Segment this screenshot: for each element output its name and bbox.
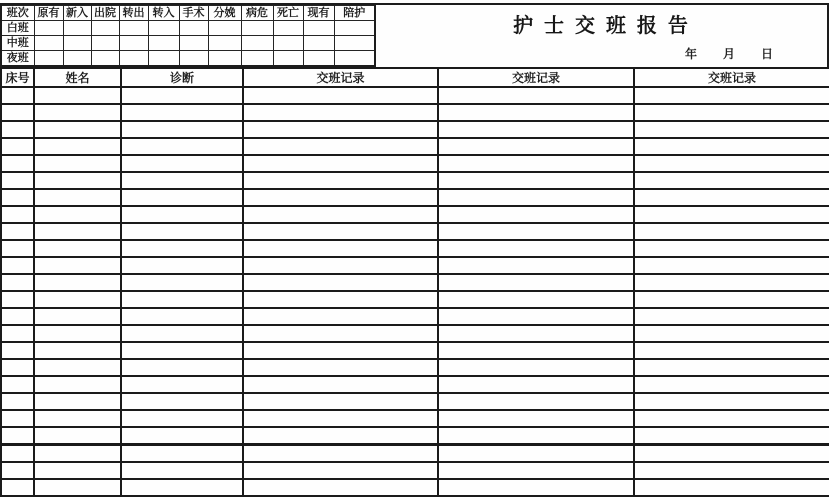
shift-record-cell	[634, 359, 829, 376]
table-row	[1, 376, 829, 393]
shift-record-cell	[634, 376, 829, 393]
year-label: 年	[684, 47, 697, 61]
bed-number-cell	[1, 104, 34, 121]
diagnosis-cell	[121, 410, 243, 427]
patient-name-cell	[34, 376, 121, 393]
shift-record-cell	[634, 121, 829, 138]
diagnosis-cell	[121, 104, 243, 121]
bed-number-cell	[1, 223, 34, 240]
shift-record-cell	[243, 223, 438, 240]
table-row	[1, 359, 829, 376]
table-row	[1, 206, 829, 223]
stats-col-death: 死亡	[273, 6, 303, 21]
table-row	[1, 308, 829, 325]
stats-cell	[63, 35, 91, 50]
shift-record-cell	[243, 393, 438, 410]
bed-number-cell	[1, 87, 34, 104]
shift-record-cell	[438, 342, 634, 359]
top-section	[0, 3, 829, 67]
patient-name-cell	[34, 257, 121, 274]
shift-record-cell	[243, 479, 438, 496]
stats-cell	[148, 35, 179, 50]
patient-name-cell	[34, 223, 121, 240]
bed-number-cell	[1, 206, 34, 223]
shift-record-cell	[243, 87, 438, 104]
shift-record-cell	[243, 189, 438, 206]
shift-record-cell	[243, 342, 438, 359]
shift-record-cell	[243, 462, 438, 479]
diagnosis-cell	[121, 240, 243, 257]
bed-number-cell	[1, 308, 34, 325]
shift-record-cell	[634, 445, 829, 463]
shift-record-cell	[243, 155, 438, 172]
bed-number-cell	[1, 189, 34, 206]
shift-record-cell	[634, 240, 829, 257]
bed-number-cell	[1, 427, 34, 445]
shift-record-cell	[438, 189, 634, 206]
table-row	[1, 427, 829, 445]
shift-record-cell	[243, 257, 438, 274]
stats-row-middle-shift	[1, 35, 375, 50]
diagnosis-cell	[121, 121, 243, 138]
shift-record-cell	[243, 206, 438, 223]
shift-record-cell	[438, 325, 634, 342]
diagnosis-cell	[121, 274, 243, 291]
stats-col-caregiver: 陪护	[334, 6, 375, 21]
stats-col-original: 原有	[34, 6, 63, 21]
stats-cell	[208, 35, 241, 50]
stats-cell	[273, 20, 303, 35]
stats-cell	[208, 50, 241, 66]
diagnosis-cell	[121, 325, 243, 342]
shift-record-cell	[634, 325, 829, 342]
stats-cell	[34, 20, 63, 35]
shift-record-cell	[438, 257, 634, 274]
bed-number-cell	[1, 479, 34, 496]
shift-record-cell	[634, 342, 829, 359]
patient-name-cell	[34, 189, 121, 206]
table-row	[1, 393, 829, 410]
table-row	[1, 104, 829, 121]
col-shift-record-1: 交班记录	[243, 68, 438, 87]
stats-col-critical: 病危	[241, 6, 273, 21]
stats-cell	[334, 20, 375, 35]
stats-cell	[119, 20, 148, 35]
stats-col-transfer-out: 转出	[119, 6, 148, 21]
day-label: 日	[760, 47, 773, 61]
table-row	[1, 87, 829, 104]
stats-cell	[273, 35, 303, 50]
diagnosis-cell	[121, 445, 243, 463]
bed-number-cell	[1, 445, 34, 463]
table-row	[1, 325, 829, 342]
stats-cell	[179, 50, 208, 66]
bed-number-cell	[1, 359, 34, 376]
shift-record-cell	[243, 121, 438, 138]
bed-number-cell	[1, 155, 34, 172]
diagnosis-cell	[121, 172, 243, 189]
shift-record-cell	[438, 223, 634, 240]
shift-record-cell	[438, 479, 634, 496]
shift-record-cell	[438, 393, 634, 410]
patient-name-cell	[34, 359, 121, 376]
shift-record-cell	[634, 410, 829, 427]
stats-col-current: 现有	[303, 6, 334, 21]
shift-record-cell	[438, 291, 634, 308]
diagnosis-cell	[121, 308, 243, 325]
stats-cell	[63, 50, 91, 66]
table-row	[1, 274, 829, 291]
shift-record-cell	[438, 240, 634, 257]
stats-cell	[273, 50, 303, 66]
shift-record-cell	[438, 410, 634, 427]
stats-cell	[303, 20, 334, 35]
shift-record-cell	[243, 138, 438, 155]
shift-record-cell	[438, 359, 634, 376]
shift-record-cell	[634, 274, 829, 291]
shift-record-cell	[438, 87, 634, 104]
table-row	[1, 172, 829, 189]
stats-col-shift: 班次	[1, 6, 34, 21]
shift-record-cell	[634, 172, 829, 189]
shift-record-cell	[438, 308, 634, 325]
stats-cell	[91, 35, 119, 50]
stats-cell	[241, 50, 273, 66]
diagnosis-cell	[121, 87, 243, 104]
table-row	[1, 121, 829, 138]
shift-record-cell	[438, 206, 634, 223]
bed-number-cell	[1, 342, 34, 359]
shift-record-cell	[243, 445, 438, 463]
shift-record-cell	[634, 189, 829, 206]
shift-record-cell	[634, 479, 829, 496]
shift-record-cell	[243, 427, 438, 445]
diagnosis-cell	[121, 479, 243, 496]
diagnosis-cell	[121, 138, 243, 155]
shift-record-cell	[634, 206, 829, 223]
stats-cell	[34, 35, 63, 50]
patient-name-cell	[34, 291, 121, 308]
patient-name-cell	[34, 393, 121, 410]
title-area	[376, 5, 827, 67]
diagnosis-cell	[121, 393, 243, 410]
table-row	[1, 291, 829, 308]
stats-col-surgery: 手术	[179, 6, 208, 21]
shift-record-cell	[438, 138, 634, 155]
patient-name-cell	[34, 479, 121, 496]
table-row	[1, 479, 829, 496]
shift-stats-table	[0, 5, 376, 67]
table-row	[1, 462, 829, 479]
shift-record-cell	[634, 138, 829, 155]
bed-number-cell	[1, 325, 34, 342]
shift-record-cell	[243, 274, 438, 291]
bed-number-cell	[1, 121, 34, 138]
shift-record-cell	[243, 104, 438, 121]
bed-number-cell	[1, 462, 34, 479]
diagnosis-cell	[121, 427, 243, 445]
patient-name-cell	[34, 155, 121, 172]
patient-name-cell	[34, 410, 121, 427]
main-header-row	[1, 68, 829, 87]
diagnosis-cell	[121, 257, 243, 274]
shift-record-cell	[243, 376, 438, 393]
shift-record-cell	[438, 376, 634, 393]
shift-record-cell	[438, 172, 634, 189]
shift-record-cell	[438, 274, 634, 291]
table-row	[1, 240, 829, 257]
stats-header-row	[1, 6, 375, 21]
patient-name-cell	[34, 87, 121, 104]
table-row	[1, 223, 829, 240]
table-row	[1, 155, 829, 172]
diagnosis-cell	[121, 189, 243, 206]
patient-name-cell	[34, 104, 121, 121]
diagnosis-cell	[121, 462, 243, 479]
bed-number-cell	[1, 274, 34, 291]
table-row	[1, 410, 829, 427]
shift-record-cell	[243, 172, 438, 189]
col-bed-number: 床号	[1, 68, 34, 87]
table-row	[1, 257, 829, 274]
stats-row-label: 夜班	[1, 50, 34, 66]
col-diagnosis: 诊断	[121, 68, 243, 87]
shift-record-cell	[634, 155, 829, 172]
patient-name-cell	[34, 308, 121, 325]
stats-cell	[241, 20, 273, 35]
diagnosis-cell	[121, 359, 243, 376]
stats-col-transfer-in: 转入	[148, 6, 179, 21]
shift-record-cell	[634, 104, 829, 121]
diagnosis-cell	[121, 155, 243, 172]
patient-name-cell	[34, 172, 121, 189]
col-shift-record-3: 交班记录	[634, 68, 829, 87]
date-line	[685, 45, 773, 62]
bed-number-cell	[1, 393, 34, 410]
shift-record-cell	[634, 462, 829, 479]
stats-row-night-shift	[1, 50, 375, 66]
stats-cell	[119, 50, 148, 66]
bed-number-cell	[1, 257, 34, 274]
shift-record-cell	[634, 87, 829, 104]
stats-cell	[334, 50, 375, 66]
shift-record-cell	[243, 325, 438, 342]
patient-name-cell	[34, 206, 121, 223]
stats-cell	[91, 50, 119, 66]
stats-cell	[63, 20, 91, 35]
page-title: 护 士 交 班 报 告	[513, 13, 690, 37]
stats-cell	[34, 50, 63, 66]
shift-record-cell	[243, 308, 438, 325]
shift-record-cell	[634, 257, 829, 274]
shift-record-cell	[634, 393, 829, 410]
stats-col-discharged: 出院	[91, 6, 119, 21]
stats-row-day-shift	[1, 20, 375, 35]
stats-cell	[303, 50, 334, 66]
patient-name-cell	[34, 274, 121, 291]
stats-cell	[91, 20, 119, 35]
table-row	[1, 138, 829, 155]
shift-record-cell	[634, 291, 829, 308]
shift-record-cell	[438, 427, 634, 445]
shift-record-cell	[438, 104, 634, 121]
table-row	[1, 342, 829, 359]
patient-name-cell	[34, 342, 121, 359]
bed-number-cell	[1, 376, 34, 393]
stats-cell	[241, 35, 273, 50]
diagnosis-cell	[121, 206, 243, 223]
bed-number-cell	[1, 172, 34, 189]
bed-number-cell	[1, 138, 34, 155]
shift-record-cell	[438, 445, 634, 463]
bed-number-cell	[1, 410, 34, 427]
bed-number-cell	[1, 240, 34, 257]
col-patient-name: 姓名	[34, 68, 121, 87]
diagnosis-cell	[121, 291, 243, 308]
diagnosis-cell	[121, 342, 243, 359]
patient-records-table	[0, 67, 829, 497]
bed-number-cell	[1, 291, 34, 308]
stats-row-label: 白班	[1, 20, 34, 35]
patient-name-cell	[34, 138, 121, 155]
shift-record-cell	[243, 291, 438, 308]
shift-record-cell	[634, 308, 829, 325]
table-row	[1, 189, 829, 206]
stats-cell	[179, 35, 208, 50]
shift-record-cell	[243, 410, 438, 427]
patient-name-cell	[34, 427, 121, 445]
shift-record-cell	[438, 121, 634, 138]
patient-name-cell	[34, 325, 121, 342]
stats-cell	[303, 35, 334, 50]
shift-record-cell	[634, 223, 829, 240]
month-label: 月	[722, 47, 735, 61]
patient-name-cell	[34, 121, 121, 138]
stats-cell	[208, 20, 241, 35]
stats-cell	[179, 20, 208, 35]
diagnosis-cell	[121, 376, 243, 393]
patient-name-cell	[34, 462, 121, 479]
table-row	[1, 445, 829, 463]
shift-record-cell	[243, 240, 438, 257]
stats-row-label: 中班	[1, 35, 34, 50]
shift-record-cell	[243, 359, 438, 376]
patient-name-cell	[34, 240, 121, 257]
diagnosis-cell	[121, 223, 243, 240]
stats-col-new-admission: 新入	[63, 6, 91, 21]
shift-record-cell	[438, 462, 634, 479]
stats-cell	[119, 35, 148, 50]
shift-record-cell	[438, 155, 634, 172]
shift-record-cell	[634, 427, 829, 445]
patient-name-cell	[34, 445, 121, 463]
stats-cell	[334, 35, 375, 50]
col-shift-record-2: 交班记录	[438, 68, 634, 87]
stats-col-delivery: 分娩	[208, 6, 241, 21]
patient-records-body	[1, 87, 829, 496]
stats-cell	[148, 50, 179, 66]
stats-cell	[148, 20, 179, 35]
